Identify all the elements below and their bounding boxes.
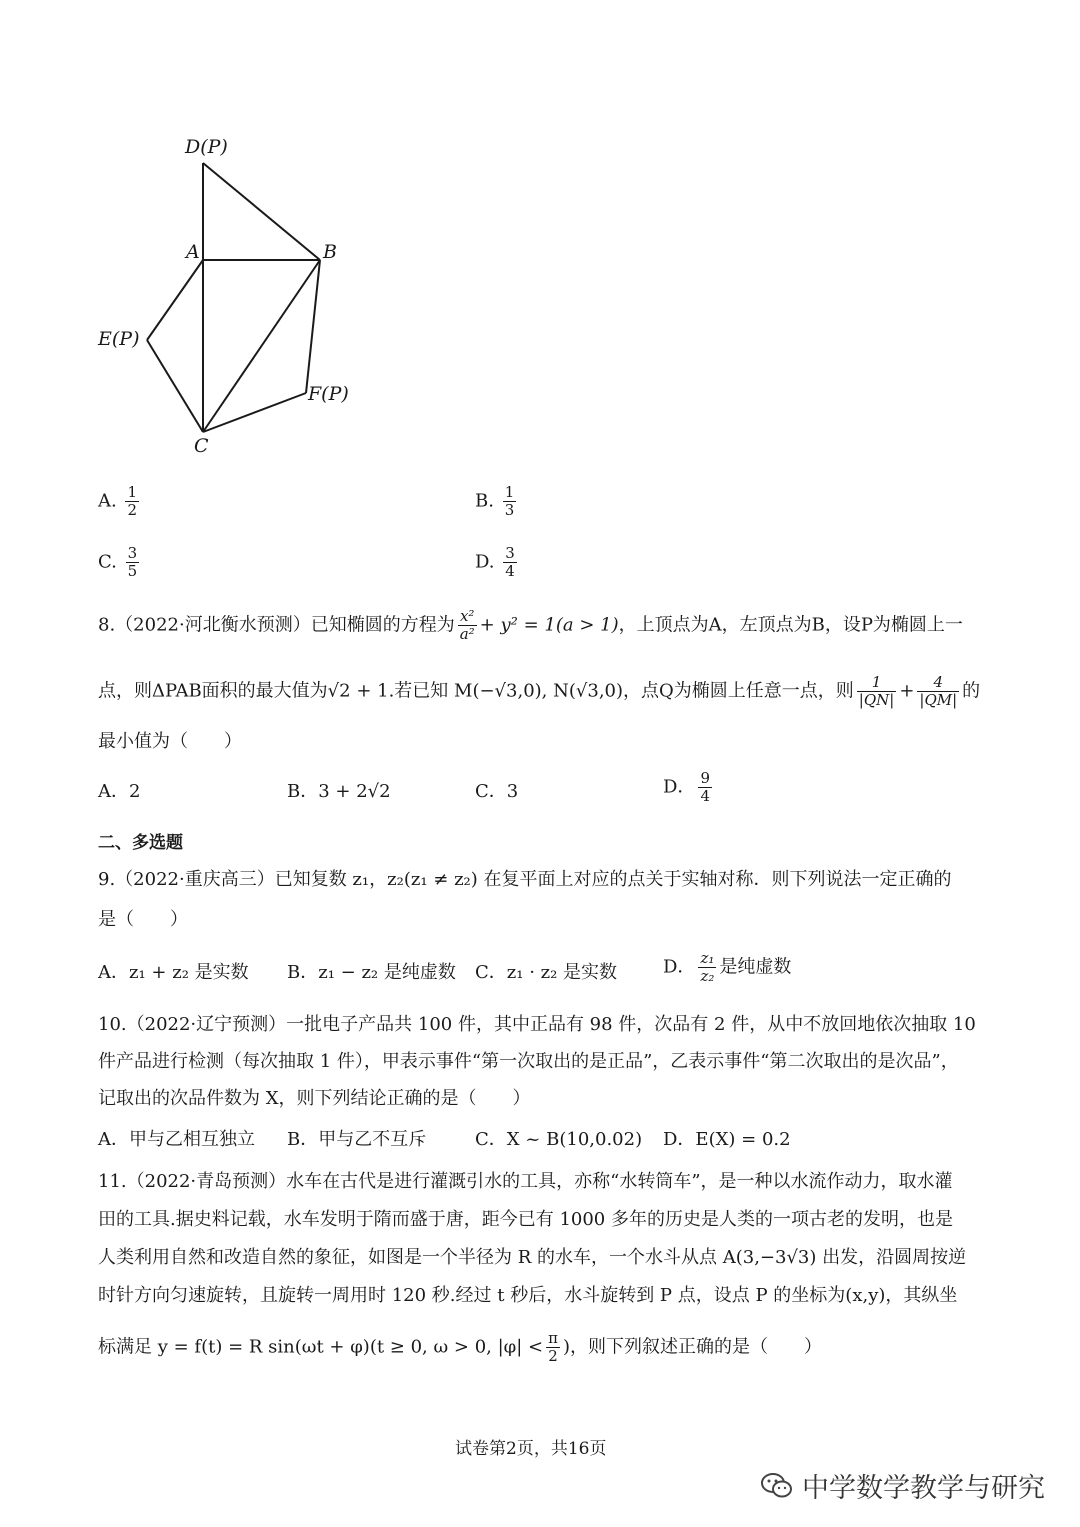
edge-ep-c [147,340,203,432]
q9-option-d: D． $\frac{\text{z₁}}{\text{z₂}}$ 是纯虚数 [663,949,792,985]
q8-option-c: C．3 [475,781,519,802]
label-f: F(P) [308,383,349,405]
edge-fp-c [203,393,306,432]
q10-option-b: B．甲与乙不互斥 [287,1129,427,1150]
section-heading-multi-choice: 二、多选题 [98,833,183,853]
watermark-text: 中学数学教学与研究 [802,1473,1045,1504]
label-c: C [194,435,209,457]
wechat-icon [760,1471,794,1501]
q11-line-4: 时针方向匀速旋转，且旋转一周用时 120 秒.经过 t 秒后，水斗旋转到 P 点，设点 P 的坐标为(x,y)，其纵坐 [98,1285,958,1306]
q8-option-b: B．3 + 2√2 [287,781,391,802]
q10-option-d: D．E(X) = 0.2 [663,1129,791,1150]
edge-b-c [203,260,320,432]
label-a: A [186,241,200,263]
q9-option-c: C．z₁ · z₂ 是实数 [475,962,618,983]
q10-option-a: A．甲与乙相互独立 [98,1129,255,1150]
q9-option-b: B．z₁ − z₂ 是纯虚数 [287,962,456,983]
edge-a-ep [147,260,203,340]
q8-option-a: A．2 [98,781,141,802]
q11-line-5: 标满足 y = f(t) = R sin(ωt + φ)(t ≥ 0, ω > 0, |φ| < $\frac{\pi}{2}$ )，则下列叙述正确的是（ ） [98,1329,823,1365]
edge-dp-b [203,163,320,260]
edge-b-fp [306,260,320,393]
q10-line-1: 10.（2022·辽宁预测）一批电子产品共 100 件，其中正品有 98 件，次品有 2 件，从中不放回地依次抽取 10 [98,1014,976,1035]
q8-line-3: 最小值为（ ） [98,731,242,752]
q10-line-2: 件产品进行检测（每次抽取 1 件），甲表示事件“第一次取出的是正品”，乙表示事件“第二次取出的是次品”， [98,1051,959,1072]
q9-line-1: 9.（2022·重庆高三）已知复数 z₁，z₂(z₁ ≠ z₂) 在复平面上对应的点关于实轴对称．则下列说法一定正确的 [98,869,952,890]
q7-option-d: D. $\frac{3}{4}$ [475,544,515,580]
label-d: D(P) [185,136,228,158]
watermark [760,1466,1045,1505]
q9-line-2: 是（ ） [98,909,188,930]
q11-line-3: 人类利用自然和改造自然的象征，如图是一个半径为 R 的水车，一个水斗从点 A(3,−3√3) 出发，沿圆周按逆 [98,1247,967,1268]
q8-line-1: 8.（2022·河北衡水预测）已知椭圆的方程为 $\frac{\text{x²}}{\text{a²}}$ + y² = 1(a > 1)，上顶点为A，左顶点为B，设P为椭圆上一 [98,607,963,643]
q11-line-2: 田的工具.据史料记载，水车发明于隋而盛于唐，距今已有 1000 多年的历史是人类的一项古老的发明，也是 [98,1209,953,1230]
q8-line-2: 点，则ΔPAB面积的最大值为√2 + 1.若已知 M(−√3,0), N(√3,0)，点Q为椭圆上任意一点，则 $\frac{1}{|QN|}$ + $\frac{4}{|QM|}$ 的 [98,673,981,709]
label-e: E(P) [98,328,140,350]
q7-option-c: C. $\frac{3}{5}$ [98,544,138,580]
page-footer: 试卷第2页，共16页 [455,1439,607,1459]
q9-option-a: A．z₁ + z₂ 是实数 [98,962,249,983]
q8-option-d: D． $\frac{9}{4}$ [663,769,710,805]
geometry-figure [0,0,420,470]
q10-line-3: 记取出的次品件数为 X，则下列结论正确的是（ ） [98,1088,531,1109]
q11-line-1: 11.（2022·青岛预测）水车在古代是进行灌溉引水的工具，亦称“水转筒车”，是一种以水流作动力，取水灌 [98,1171,953,1192]
q7-option-b: B. $\frac{1}{3}$ [475,483,515,519]
q7-option-a: A. $\frac{1}{2}$ [98,483,138,519]
label-b: B [323,241,337,263]
q10-option-c: C．X ~ B(10,0.02) [475,1129,643,1150]
